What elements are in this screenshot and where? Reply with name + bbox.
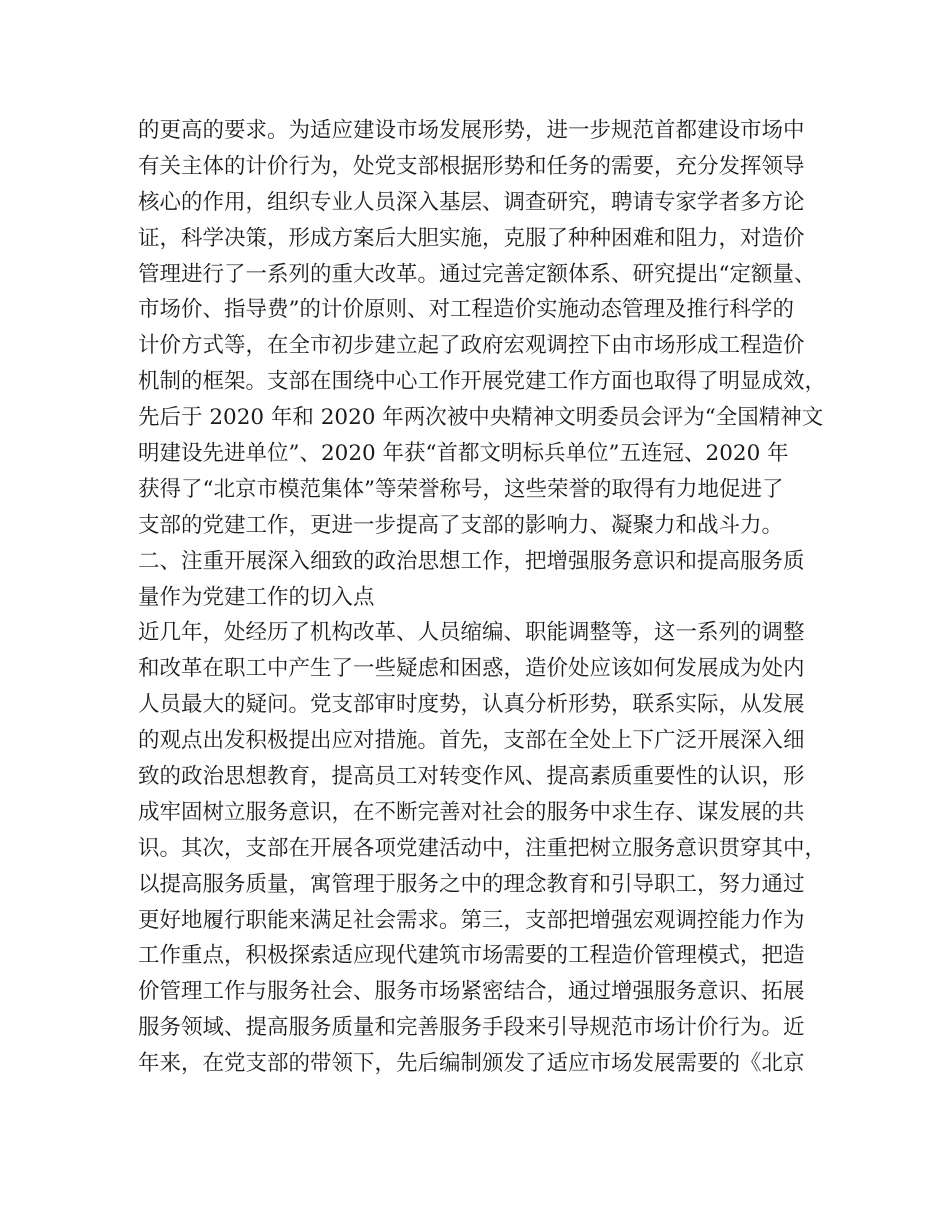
- document-body: [138, 113, 828, 1082]
- text-line: 和改革在职工中产生了一些疑虑和困惑，造价处应该如何发展成为处内: [138, 656, 805, 682]
- text-line: 管理进行了一系列的重大改革。通过完善定额体系、研究提出“定额量、: [138, 261, 816, 287]
- text-line: 市场价、指导费”的计价原则、对工程造价实施动态管理及推行科学的: [138, 297, 794, 323]
- text-line: 致的政治思想教育，提高员工对转变作风、提高素质重要性的认识，形: [138, 764, 805, 790]
- text-line: 先后于 2020 年和 2020 年两次被中央精神文明委员会评为“全国精神文: [138, 405, 824, 431]
- text-line: 有关主体的计价行为，处党支部根据形势和任务的需要，充分发挥领导: [138, 153, 805, 179]
- section-heading-line: 量作为党建工作的切入点: [138, 584, 375, 610]
- text-line: 以提高服务质量，寓管理于服务之中的理念教育和引导职工，努力通过: [138, 871, 805, 897]
- text-line: 证，科学决策，形成方案后大胆实施，克服了种种困难和阻力，对造价: [138, 225, 805, 251]
- text-line: 年来，在党支部的带领下，先后编制颁发了适应市场发展需要的《北京: [138, 1051, 805, 1077]
- text-line: 获得了“北京市模范集体”等荣誉称号，这些荣誉的取得有力地促进了: [138, 476, 784, 502]
- section-heading-line: 二、注重开展深入细致的政治思想工作，把增强服务意识和提高服务质: [138, 548, 805, 574]
- text-line: 核心的作用，组织专业人员深入基层、调查研究，聘请专家学者多方论: [138, 189, 805, 215]
- text-line: 服务领域、提高服务质量和完善服务手段来引导规范市场计价行为。近: [138, 1015, 805, 1041]
- text-line: 人员最大的疑问。党支部审时度势，认真分析形势，联系实际，从发展: [138, 692, 805, 718]
- text-line: 的更高的要求。为适应建设市场发展形势，进一步规范首都建设市场中: [138, 118, 805, 143]
- text-line: 明建设先进单位”、2020 年获“首都文明标兵单位”五连冠、2020 年: [138, 441, 789, 467]
- text-line: 的观点出发积极提出应对措施。首先，支部在全处上下广泛开展深入细: [138, 728, 805, 754]
- text-line: 识。其次，支部在开展各项党建活动中，注重把树立服务意识贯穿其中，: [138, 835, 827, 861]
- text-line: 工作重点，积极探索适应现代建筑市场需要的工程造价管理模式，把造: [138, 943, 805, 969]
- text-line: 计价方式等，在全市初步建立起了政府宏观调控下由市场形成工程造价: [138, 333, 805, 359]
- text-line: 价管理工作与服务社会、服务市场紧密结合，通过增强服务意识、拓展: [138, 979, 805, 1005]
- text-line: 机制的框架。支部在围绕中心工作开展党建工作方面也取得了明显成效，: [138, 369, 827, 395]
- text-line: 成牢固树立服务意识，在不断完善对社会的服务中求生存、谋发展的共: [138, 799, 805, 825]
- text-line: 支部的党建工作，更进一步提高了支部的影响力、凝聚力和战斗力。: [138, 512, 784, 538]
- text-line: 近几年，处经历了机构改革、人员缩编、职能调整等，这一系列的调整: [138, 620, 805, 646]
- text-line: 更好地履行职能来满足社会需求。第三，支部把增强宏观调控能力作为: [138, 907, 805, 933]
